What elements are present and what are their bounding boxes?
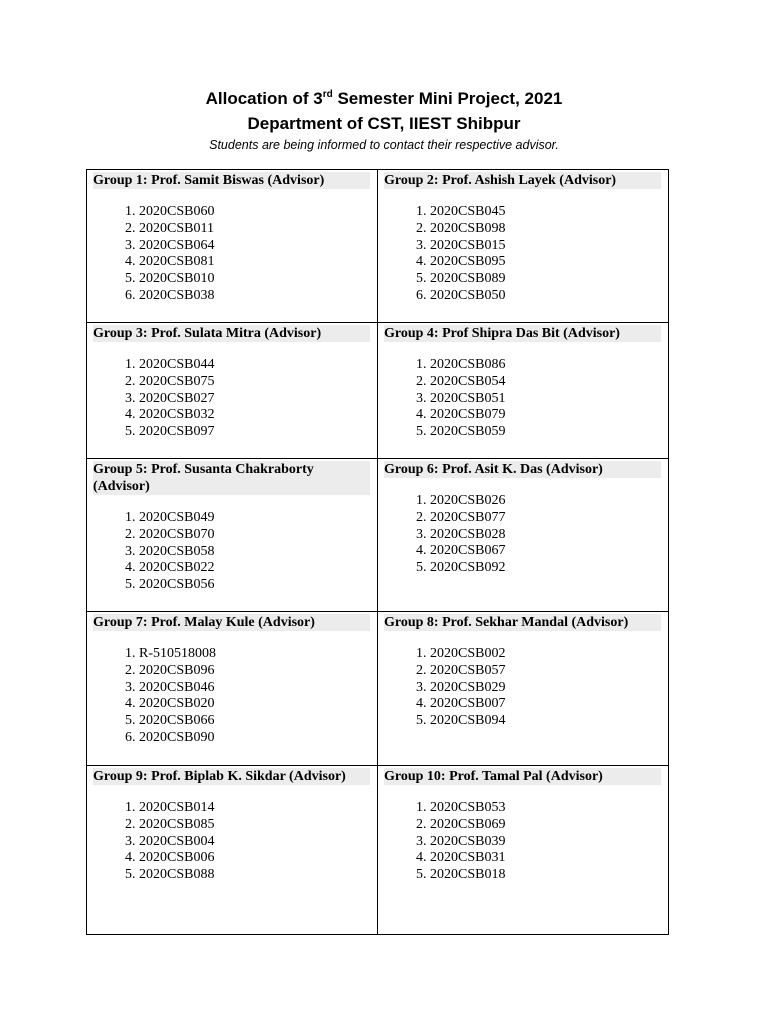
group-heading: Group 9: Prof. Biplab K. Sikdar (Advisor)	[93, 768, 370, 785]
group-heading: Group 7: Prof. Malay Kule (Advisor)	[93, 614, 370, 631]
list-item: 4. 2020CSB022	[139, 560, 371, 577]
list-item: 6. 2020CSB050	[430, 288, 662, 305]
department-title: Department of CST, IIEST Shibpur	[247, 114, 521, 133]
allocation-table	[86, 169, 669, 935]
list-item: 4. 2020CSB032	[139, 407, 371, 424]
student-list	[384, 357, 662, 441]
list-item: 3. 2020CSB039	[430, 834, 662, 851]
group-cell	[378, 323, 669, 459]
list-item: 1. 2020CSB049	[139, 510, 371, 527]
group-cell	[87, 612, 378, 766]
list-item: 1. 2020CSB086	[430, 357, 662, 374]
list-item: 4. 2020CSB079	[430, 407, 662, 424]
list-item: 3. 2020CSB058	[139, 544, 371, 561]
student-list	[384, 493, 662, 577]
list-item: 2. 2020CSB085	[139, 817, 371, 834]
list-item: 2. 2020CSB070	[139, 527, 371, 544]
list-item: 1. 2020CSB014	[139, 800, 371, 817]
group-cell	[87, 766, 378, 935]
group-heading: Group 6: Prof. Asit K. Das (Advisor)	[384, 461, 661, 478]
list-item: 1. 2020CSB060	[139, 204, 371, 221]
list-item: 6. 2020CSB038	[139, 288, 371, 305]
notice-text: Students are being informed to contact their respective advisor.	[209, 138, 559, 152]
list-item: 1. 2020CSB026	[430, 493, 662, 510]
list-item: 1. 2020CSB044	[139, 357, 371, 374]
list-item: 5. 2020CSB056	[139, 577, 371, 594]
list-item: 3. 2020CSB046	[139, 680, 371, 697]
list-item: 5. 2020CSB066	[139, 713, 371, 730]
table-row	[87, 459, 669, 612]
list-item: 1. R-510518008	[139, 646, 371, 663]
list-item: 5. 2020CSB097	[139, 424, 371, 441]
list-item: 2. 2020CSB075	[139, 374, 371, 391]
list-item: 1. 2020CSB045	[430, 204, 662, 221]
document-header	[0, 86, 768, 154]
group-heading: Group 3: Prof. Sulata Mitra (Advisor)	[93, 325, 370, 342]
list-item: 3. 2020CSB004	[139, 834, 371, 851]
table-row	[87, 323, 669, 459]
group-heading: Group 5: Prof. Susanta Chakraborty (Advisor)	[93, 461, 370, 495]
group-heading: Group 1: Prof. Samit Biswas (Advisor)	[93, 172, 370, 189]
list-item: 5. 2020CSB092	[430, 560, 662, 577]
list-item: 5. 2020CSB094	[430, 713, 662, 730]
list-item: 4. 2020CSB020	[139, 696, 371, 713]
list-item: 1. 2020CSB002	[430, 646, 662, 663]
list-item: 5. 2020CSB089	[430, 271, 662, 288]
title-suffix: Semester Mini Project, 2021	[332, 89, 563, 108]
student-list	[384, 800, 662, 884]
list-item: 4. 2020CSB081	[139, 254, 371, 271]
list-item: 5. 2020CSB010	[139, 271, 371, 288]
group-cell	[87, 323, 378, 459]
student-list	[93, 510, 371, 594]
list-item: 2. 2020CSB054	[430, 374, 662, 391]
table-row	[87, 612, 669, 766]
list-item: 3. 2020CSB029	[430, 680, 662, 697]
list-item: 5. 2020CSB059	[430, 424, 662, 441]
list-item: 4. 2020CSB031	[430, 850, 662, 867]
list-item: 2. 2020CSB096	[139, 663, 371, 680]
group-heading: Group 10: Prof. Tamal Pal (Advisor)	[384, 768, 661, 785]
title-prefix: Allocation of 3	[205, 89, 323, 108]
group-cell	[87, 170, 378, 323]
list-item: 4. 2020CSB006	[139, 850, 371, 867]
table-row	[87, 170, 669, 323]
group-heading: Group 4: Prof Shipra Das Bit (Advisor)	[384, 325, 661, 342]
list-item: 4. 2020CSB007	[430, 696, 662, 713]
list-item: 2. 2020CSB011	[139, 221, 371, 238]
group-cell	[87, 459, 378, 612]
list-item: 5. 2020CSB018	[430, 867, 662, 884]
list-item: 3. 2020CSB027	[139, 391, 371, 408]
list-item: 4. 2020CSB095	[430, 254, 662, 271]
list-item: 6. 2020CSB090	[139, 730, 371, 747]
group-cell	[378, 612, 669, 766]
page-title	[0, 86, 768, 111]
group-cell	[378, 170, 669, 323]
list-item: 5. 2020CSB088	[139, 867, 371, 884]
group-heading: Group 2: Prof. Ashish Layek (Advisor)	[384, 172, 661, 189]
group-heading: Group 8: Prof. Sekhar Mandal (Advisor)	[384, 614, 661, 631]
student-list	[93, 204, 371, 305]
student-list	[93, 357, 371, 441]
title-superscript: rd	[322, 89, 333, 100]
student-list	[384, 204, 662, 305]
list-item: 1. 2020CSB053	[430, 800, 662, 817]
list-item: 2. 2020CSB057	[430, 663, 662, 680]
group-cell	[378, 766, 669, 935]
table-row	[87, 766, 669, 935]
list-item: 2. 2020CSB069	[430, 817, 662, 834]
list-item: 2. 2020CSB077	[430, 510, 662, 527]
student-list	[384, 646, 662, 730]
list-item: 3. 2020CSB064	[139, 238, 371, 255]
group-cell	[378, 459, 669, 612]
list-item: 2. 2020CSB098	[430, 221, 662, 238]
list-item: 3. 2020CSB015	[430, 238, 662, 255]
student-list	[93, 646, 371, 747]
list-item: 3. 2020CSB028	[430, 527, 662, 544]
list-item: 4. 2020CSB067	[430, 543, 662, 560]
list-item: 3. 2020CSB051	[430, 391, 662, 408]
student-list	[93, 800, 371, 884]
